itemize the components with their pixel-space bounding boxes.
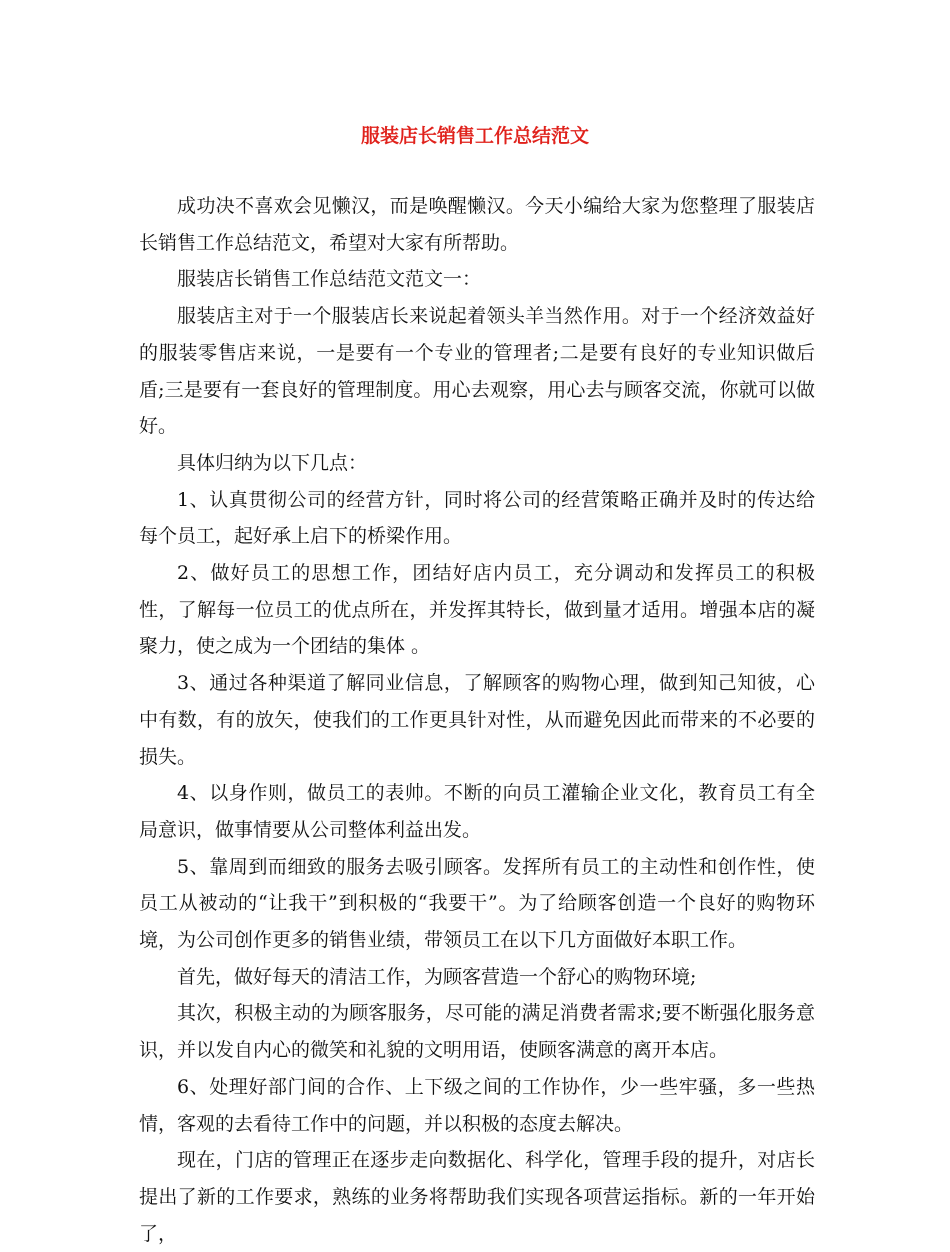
paragraph-section-heading: 服装店长销售工作总结范文范文一：	[177, 268, 482, 291]
paragraph-points-heading: 具体归纳为以下几点：	[177, 451, 368, 474]
paragraph-point-1: 1、认真贯彻公司的经营方针，同时将公司的经营策略正确并及时的传达给每个员工，起好承上启下的桥梁作用。	[139, 488, 815, 548]
paragraph-intro: 成功决不喜欢会见懒汉，而是唤醒懒汉。今天小编给大家为您整理了服装店长销售工作总结范文，希望对大家有所帮助。	[139, 195, 815, 254]
paragraph-point-6: 6、处理好部门间的合作、上下级之间的工作协作，少一些牢骚，多一些热情，客观的去看待工作中的问题，并以积极的态度去解决。	[139, 1075, 815, 1135]
paragraph-point-2: 2、做好员工的思想工作，团结好店内员工，充分调动和发挥员工的积极性，了解每一位员工的优点所在，并发挥其特长，做到量才适用。增强本店的凝聚力，使之成为一个团结的集体 。	[139, 562, 815, 658]
paragraph-conclusion: 现在，门店的管理正在逐步走向数据化、科学化，管理手段的提升，对店长提出了新的工作要求，熟练的业务将帮助我们实现各项营运指标。新的一年开始了，	[139, 1149, 815, 1245]
paragraph-overview: 服装店主对于一个服装店长来说起着领头羊当然作用。对于一个经济效益好的服装零售店来说，一是要有一个专业的管理者;二是要有良好的专业知识做后盾;三是要有一套良好的管理制度。用心去观察，用心去与顾客交流，你就可以做好。	[139, 305, 815, 438]
paragraph-point-5: 5、靠周到而细致的服务去吸引顾客。发挥所有员工的主动性和创作性，使员工从被动的“让我干”到积极的“我要干”。为了给顾客创造一个良好的购物环境，为公司创作更多的销售业绩，带领员工在以下几方面做好本职工作。	[139, 855, 815, 952]
document-body	[139, 188, 815, 1252]
paragraph-first: 首先，做好每天的清洁工作，为顾客营造一个舒心的购物环境;	[177, 965, 697, 988]
document-title: 服装店长销售工作总结范文	[360, 125, 589, 147]
paragraph-point-4: 4、以身作则，做员工的表帅。不断的向员工灌输企业文化，教育员工有全局意识，做事情要从公司整体利益出发。	[139, 782, 815, 841]
paragraph-second: 其次，积极主动的为顾客服务，尽可能的满足消费者需求;要不断强化服务意识，并以发自内心的微笑和礼貌的文明用语，使顾客满意的离开本店。	[139, 1002, 815, 1062]
paragraph-point-3: 3、通过各种渠道了解同业信息，了解顾客的购物心理，做到知己知彼，心中有数，有的放矢，使我们的工作更具针对性，从而避免因此而带来的不必要的损失。	[139, 672, 815, 768]
